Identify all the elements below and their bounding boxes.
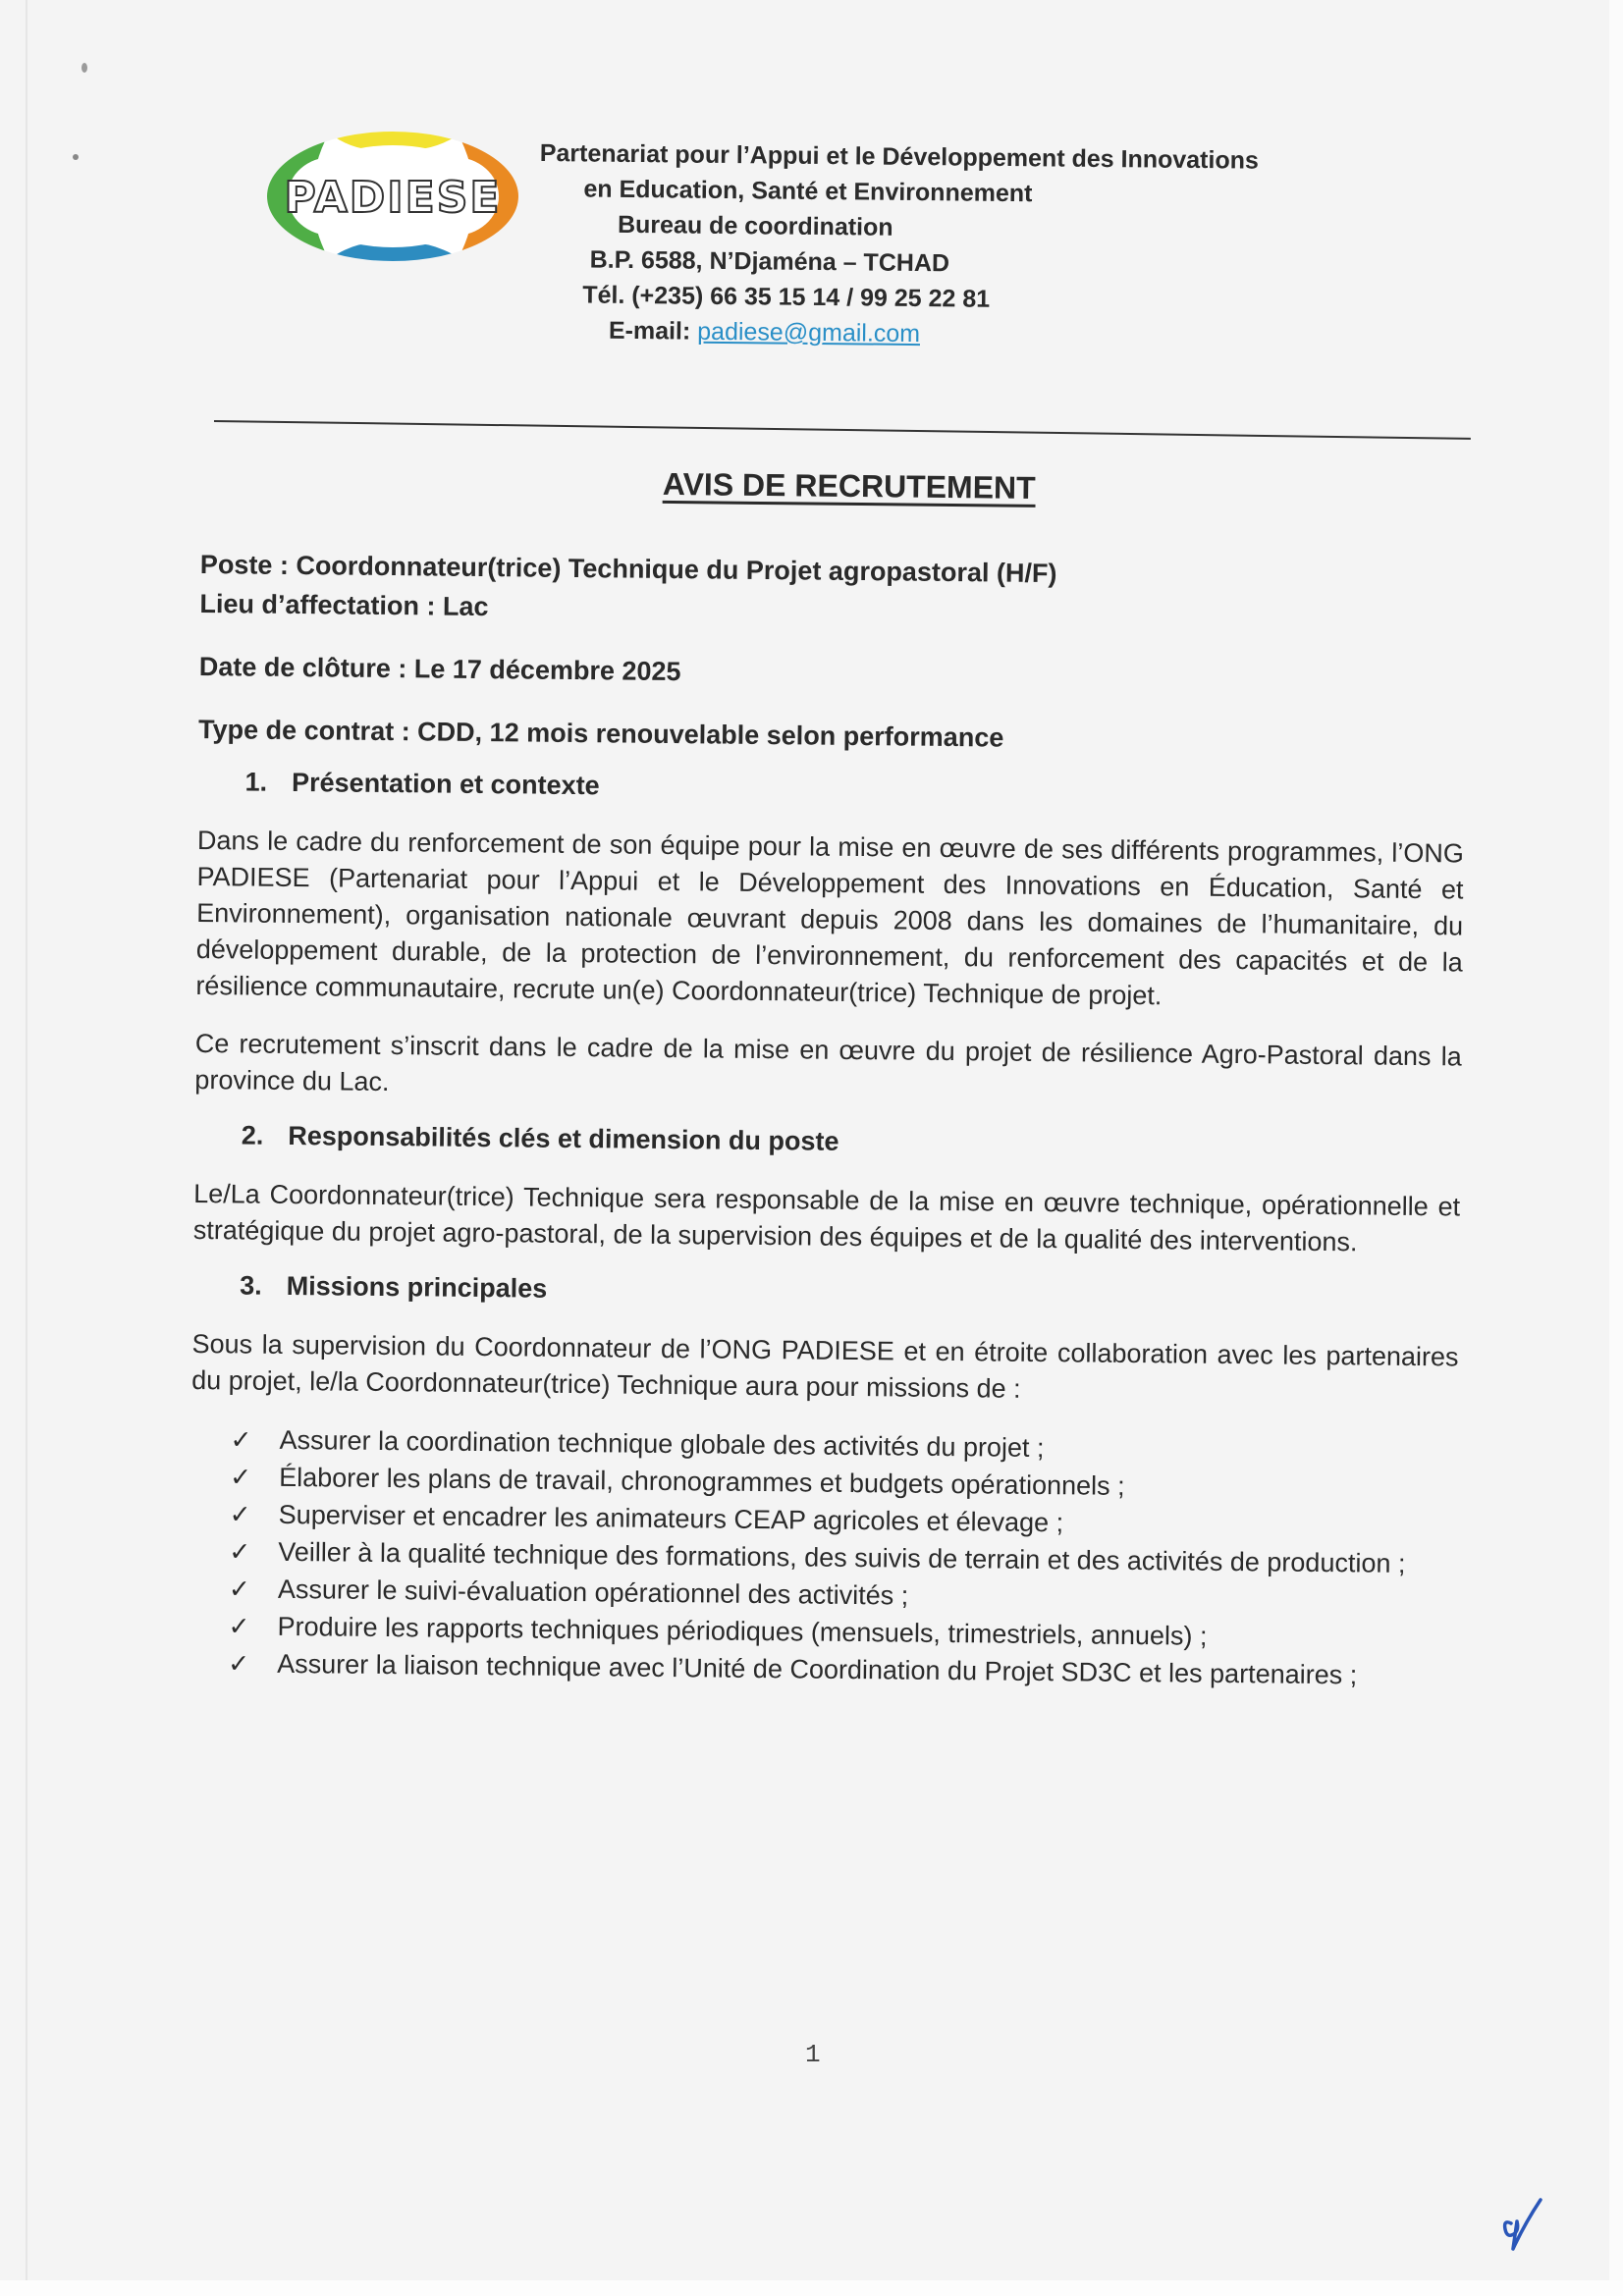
section-heading <box>244 767 1464 810</box>
page-left-edge <box>26 0 27 2296</box>
office-name: Bureau de coordination <box>617 210 893 241</box>
section-heading <box>240 1270 1459 1313</box>
section-title: Responsabilités clés et dimension du poste <box>288 1120 839 1156</box>
email-link[interactable]: padiese@gmail.com <box>697 317 921 348</box>
logo-text: PADIESE <box>284 173 502 223</box>
section-number: 2. <box>241 1120 264 1150</box>
check-icon: ✓ <box>229 1536 251 1567</box>
scan-speck <box>81 63 87 73</box>
paragraph: Dans le cadre du renforcement de son équipe pour la mise en œuvre de ses différents programmes, l’ONG PADIESE (Partenariat pour l’Appui et le Développement des Innovations en Éducation, Santé et Environnement), organisation nationale œuvrant depuis 2008 dans les domaines de l’humanitaire, du développement durable, de la protection de l’environnement, du renforcement des capacités et de la résilience communautaire, recrute un(e) Coordonnateur(trice) Technique de projet. <box>195 825 1465 1011</box>
page-bottom-edge <box>0 2280 1623 2296</box>
paragraph: Le/La Coordonnateur(trice) Technique sera responsable de la mise en œuvre technique, opérationnelle et stratégique du projet agro-pastoral, de la supervision des équipes et de la qualité des interventions. <box>192 1178 1461 1257</box>
list-item-text: Produire les rapports techniques périodiques (mensuels, trimestriels, annuels) ; <box>277 1611 1208 1651</box>
org-name-line2: en Education, Santé et Environnement <box>583 175 1033 208</box>
phone-numbers: Tél. (+235) 66 35 15 14 / 99 25 22 81 <box>582 281 991 313</box>
document-body <box>189 461 1468 1694</box>
section-number: 1. <box>244 767 268 797</box>
email-label: E-mail: <box>608 316 691 346</box>
field-contrat: Type de contrat : CDD, 12 mois renouvelable selon performance <box>197 714 1004 753</box>
section-heading <box>242 1120 1461 1163</box>
page-number: 1 <box>805 2040 821 2069</box>
padiese-logo <box>263 128 523 265</box>
letterhead <box>538 135 1325 355</box>
document-title: AVIS DE RECRUTEMENT <box>662 465 1036 506</box>
section-title: Présentation et contexte <box>291 767 600 801</box>
check-icon: ✓ <box>228 1648 250 1679</box>
scan-speck <box>73 154 79 160</box>
email-row <box>538 312 1324 355</box>
list-item-text: Assurer le suivi-évaluation opérationnel des activités ; <box>277 1574 909 1611</box>
list-item-text: Élaborer les plans de travail, chronogrammes et budgets opérationnels ; <box>279 1462 1125 1501</box>
handwritten-initials <box>1497 2194 1546 2253</box>
section-number: 3. <box>240 1270 262 1301</box>
list-item-text: Superviser et encadrer les animateurs CEAP agricoles et élevage ; <box>278 1499 1064 1538</box>
check-icon: ✓ <box>228 1574 250 1604</box>
section-title: Missions principales <box>286 1270 548 1304</box>
org-name-line1: Partenariat pour l’Appui et le Développement des Innovations <box>539 138 1260 175</box>
list-item-text: Veiller à la qualité technique des formations, des suivis de terrain et des activités de production ; <box>278 1536 1406 1578</box>
list-item-text: Assurer la coordination technique globale des activités du projet ; <box>279 1424 1045 1464</box>
check-icon: ✓ <box>229 1499 251 1529</box>
field-poste: Poste : Coordonnateur(trice) Technique du Projet agropastoral (H/F) <box>199 549 1057 589</box>
page-right-edge <box>1609 0 1623 2296</box>
postal-address: B.P. 6588, N’Djaména – TCHAD <box>589 245 950 278</box>
paragraph: Sous la supervision du Coordonnateur de l’ONG PADIESE et en étroite collaboration avec les partenaires du projet, le/la Coordonnateur(trice) Technique aura pour missions de : <box>191 1328 1459 1404</box>
check-icon: ✓ <box>230 1424 252 1455</box>
check-icon: ✓ <box>230 1462 252 1492</box>
check-icon: ✓ <box>228 1611 250 1641</box>
list-item-text: Assurer la liaison technique avec l’Unité de Coordination du Projet SD3C et les partenaires ; <box>277 1648 1358 1690</box>
header-divider <box>214 420 1471 440</box>
field-lieu: Lieu d’affectation : Lac <box>199 588 489 622</box>
paragraph: Ce recrutement s’inscrit dans le cadre de la mise en œuvre du projet de résilience Agro-Pastoral dans la province du Lac. <box>194 1028 1462 1097</box>
missions-list <box>189 1420 1458 1694</box>
field-date-cloture: Date de clôture : Le 17 décembre 2025 <box>198 651 681 687</box>
